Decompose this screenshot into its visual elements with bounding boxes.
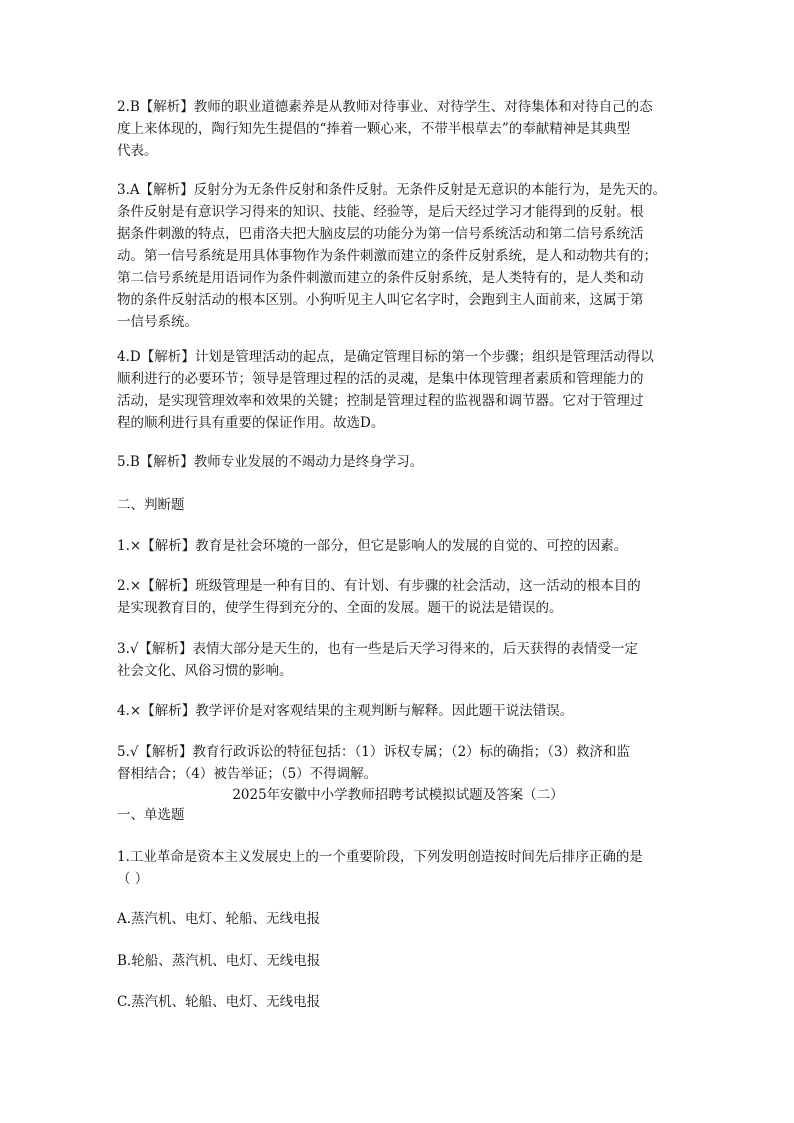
judgement-3-explanation [117, 638, 679, 682]
text-line: （ ） [117, 871, 149, 887]
section-heading-judgement [117, 494, 679, 516]
text-line: 代表。 [117, 143, 158, 159]
section-heading-single-choice [117, 804, 679, 826]
text-line: 3.√【解析】表情大部分是天生的，也有一些是后天学习得来的，后天获得的表情受一定 [117, 641, 638, 657]
text-line: 第二信号系统是用语词作为条件刺激而建立的条件反射系统，是人类特有的，是人类和动 [117, 270, 644, 286]
answer-4-explanation [117, 346, 679, 434]
answer-3-explanation [117, 179, 679, 333]
text-line: 据条件刺激的特点，巴甫洛夫把大脑皮层的功能分为第一信号系统活动和第二信号系统活 [117, 226, 644, 242]
text-line: 5.√【解析】教育行政诉讼的特征包括：（1）诉权专属；（2）标的确指；（3）救济和监 [117, 744, 630, 760]
answer-2-explanation [117, 96, 679, 162]
text-line: 活动，是实现管理效率和效果的关键；控制是管理过程的监视器和调节器。它对于管理过 [117, 393, 644, 409]
text-line: 社会文化、风俗习惯的影响。 [117, 663, 293, 679]
text-line: 物的条件反射活动的根本区别。小狗听见主人叫它名字时，会跑到主人面前来，这属于第 [117, 292, 644, 308]
judgement-4-explanation [117, 700, 679, 722]
text-line: 顺利进行的必要环节；领导是管理过程的活的灵魂，是集中体现管理者素质和管理能力的 [117, 371, 644, 387]
answer-5-explanation [117, 451, 679, 473]
option-text: A.蒸汽机、电灯、轮船、无线电报 [117, 911, 321, 927]
option-text: B.轮船、蒸汽机、电灯、无线电报 [117, 953, 321, 969]
text-line: 一、单选题 [117, 807, 185, 823]
text-line: 动。第一信号系统是用具体事物作为条件刺激而建立的条件反射系统，是人和动物共有的； [117, 248, 657, 264]
question-1 [117, 846, 679, 890]
text-line: 2.×【解析】班级管理是一种有目的、有计划、有步骤的社会活动，这一活动的根本目的 [117, 578, 641, 594]
exam-title: 2025年安徽中小学教师招聘考试模拟试题及答案（二） [232, 787, 564, 803]
text-line: 度上来体现的，陶行知先生提倡的“捧着一颗心来，不带半根草去”的奉献精神是其典型 [117, 121, 631, 137]
text-line: 4.D【解析】计划是管理活动的起点，是确定管理目标的第一个步骤；组织是管理活动得以 [117, 349, 654, 365]
judgement-1-explanation [117, 535, 679, 557]
option-c [117, 991, 679, 1013]
text-line: 2.B【解析】教师的职业道德素养是从教师对待事业、对待学生、对待集体和对待自己的态 [117, 99, 653, 115]
text-line: 4.×【解析】教学评价是对客观结果的主观判断与解释。因此题干说法错误。 [117, 703, 574, 719]
text-line: 程的顺利进行具有重要的保证作用。故选D。 [117, 415, 385, 431]
text-line: 5.B【解析】教师专业发展的不竭动力是终身学习。 [117, 454, 424, 470]
text-line: 一信号系统。 [117, 314, 198, 330]
judgement-5-explanation [117, 741, 679, 785]
option-b [117, 950, 679, 972]
option-text: C.蒸汽机、轮船、电灯、无线电报 [117, 994, 321, 1010]
text-line: 1.工业革命是资本主义发展史上的一个重要阶段，下列发明创造按时间先后排序正确的是 [117, 849, 643, 865]
option-a [117, 908, 679, 930]
text-line: 条件反射是有意识学习得来的知识、技能、经验等，是后天经过学习才能得到的反射。根 [117, 204, 644, 220]
text-line: 1.×【解析】教育是社会环境的一部分，但它是影响人的发展的自觉的、可控的因素。 [117, 538, 628, 554]
text-line: 二、判断题 [117, 497, 185, 513]
judgement-2-explanation [117, 575, 679, 619]
text-line: 督相结合；（4）被告举证；（5）不得调解。 [117, 766, 378, 782]
text-line: 3.A【解析】反射分为无条件反射和条件反射。无条件反射是无意识的本能行为，是先天的。 [117, 182, 667, 198]
text-line: 是实现教育目的，使学生得到充分的、全面的发展。题干的说法是错误的。 [117, 600, 563, 616]
